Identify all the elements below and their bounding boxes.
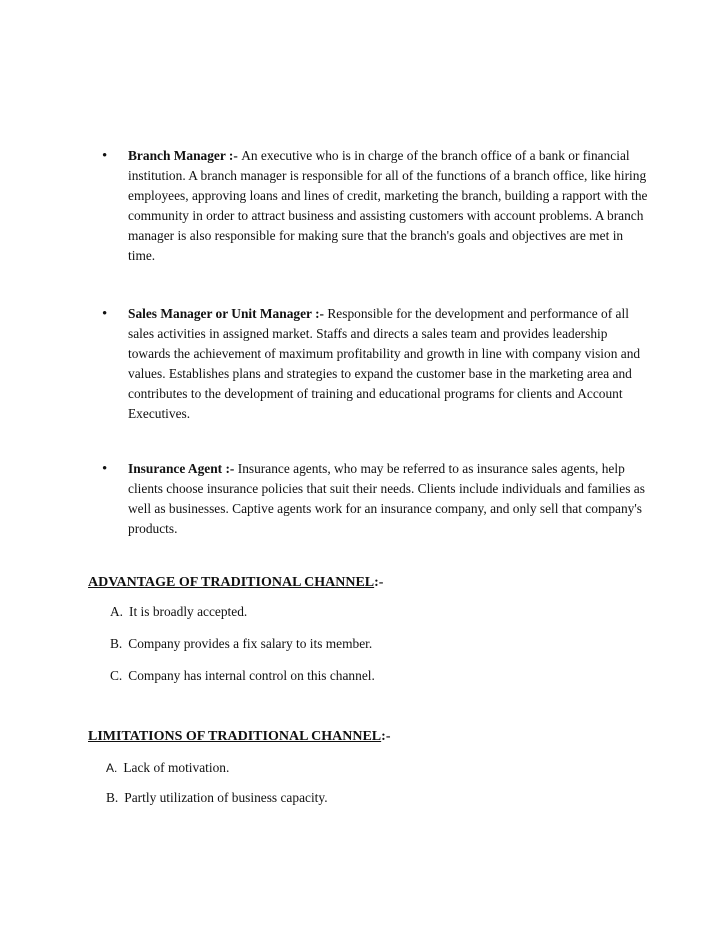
limitations-heading: [88, 727, 390, 747]
role-text: [128, 146, 648, 266]
limitations-heading-text: LIMITATIONS OF TRADITIONAL CHANNEL: [88, 729, 382, 744]
list-marker: B.: [110, 636, 123, 651]
role-description: Responsible for the development and performance of all sales activities in assigned market. Staffs and directs a sales team and provides leadership towards the achievement of maximum profitability and growth in line with company vision and values. Establishes plans and strategies to expand the customer base in the marketing area and contributes to the development of training and educational programs for clients and Account Executives.: [128, 306, 641, 421]
list-marker: C.: [110, 668, 123, 683]
limitation-item: [106, 758, 229, 778]
role-term: Branch Manager :-: [128, 148, 242, 163]
limitation-item: [106, 788, 328, 808]
limitations-heading-suffix: :-: [381, 729, 391, 744]
advantage-item: [110, 634, 372, 654]
advantages-heading-suffix: :-: [374, 575, 384, 590]
limitation-text: Partly utilization of business capacity.: [124, 790, 328, 805]
bullet-icon: •: [102, 461, 108, 477]
bullet-icon: •: [102, 148, 108, 164]
advantage-text: Company has internal control on this channel.: [128, 668, 375, 683]
advantage-item: [110, 602, 247, 622]
advantage-text: It is broadly accepted.: [129, 604, 248, 619]
advantage-text: Company provides a fix salary to its member.: [128, 636, 373, 651]
list-marker: B.: [106, 790, 119, 805]
bullet-icon: •: [102, 306, 108, 322]
list-marker: A.: [110, 604, 124, 619]
advantage-item: [110, 666, 375, 686]
advantages-heading-text: ADVANTAGE OF TRADITIONAL CHANNEL: [88, 575, 375, 590]
limitation-text: Lack of motivation.: [123, 760, 230, 775]
role-description: An executive who is in charge of the branch office of a bank or financial institution. A branch manager is responsible for all of the functions of a branch office, like hiring employees, approving loans and lines of credit, marketing the branch, building a rapport with the community in order to attract business and assisting customers with account problems. A branch manager is also responsible for making sure that the branch's goals and objectives are met in time.: [128, 148, 648, 263]
role-term: Sales Manager or Unit Manager :-: [128, 306, 328, 321]
role-description: Insurance agents, who may be referred to as insurance sales agents, help clients choose insurance policies that suit their needs. Clients include individuals and families as well as businesses. Captive agents work for an insurance company, and only sell that company's products.: [128, 461, 645, 536]
role-term: Insurance Agent :-: [128, 461, 238, 476]
advantages-heading: [88, 573, 383, 593]
list-marker: A.: [106, 761, 118, 775]
role-text: [128, 459, 648, 539]
role-text: [128, 304, 648, 424]
